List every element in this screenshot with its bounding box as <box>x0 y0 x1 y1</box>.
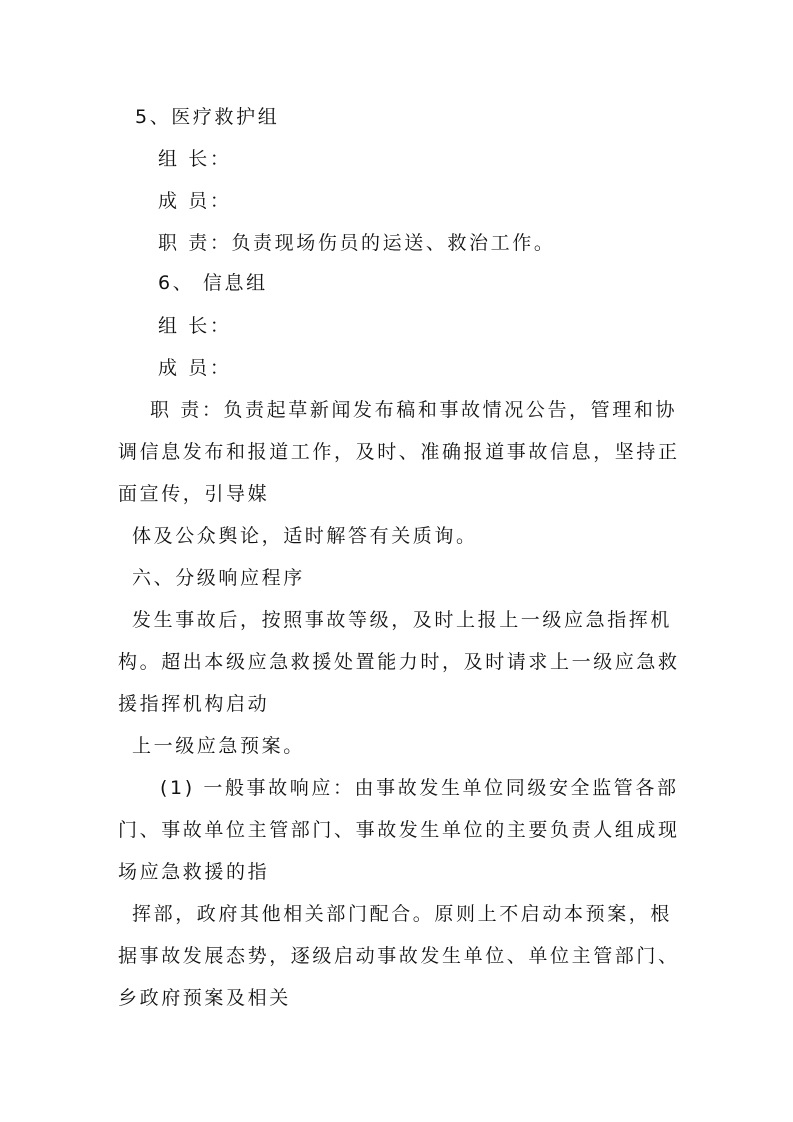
text-line: 上一级应急预案。 <box>132 735 305 757</box>
text-line: 组 长： <box>158 148 232 170</box>
text-line: 职 责：负责起草新闻发布稿和事故情况公告，管理和协 <box>150 399 678 421</box>
text-line: 体及公众舆论，适时解答有关质询。 <box>132 525 478 547</box>
text-line: 据事故发展态势，逐级启动事故发生单位、单位主管部门、 <box>118 945 680 967</box>
text-line: 成 员： <box>158 357 232 379</box>
text-line: 成 员： <box>158 190 232 212</box>
text-line: 调信息发布和报道工作，及时、准确报道事故信息，坚持正 <box>118 441 680 463</box>
text-line: 援指挥机构启动 <box>118 693 270 715</box>
text-line: 发生事故后，按照事故等级，及时上报上一级应急指挥机 <box>132 609 673 631</box>
section-heading: 六、分级响应程序 <box>132 567 305 589</box>
text-line: (1) 一般事故响应：由事故发生单位同级安全监管各部 <box>160 777 679 799</box>
text-line: 构。超出本级应急救援处置能力时，及时请求上一级应急救 <box>118 651 680 673</box>
text-line: 面宣传，引导媒 <box>118 483 270 505</box>
section-heading: 5、医疗救护组 <box>135 106 280 128</box>
text-line: 场应急救援的指 <box>118 861 270 883</box>
text-line: 职 责：负责现场伤员的运送、救治工作。 <box>158 232 556 254</box>
section-heading: 6、 信息组 <box>158 272 268 294</box>
text-line: 门、事故单位主管部门、事故发生单位的主要负责人组成现 <box>118 819 680 841</box>
text-line: 组 长： <box>158 315 232 337</box>
text-line: 乡政府预案及相关 <box>118 987 291 1009</box>
text-line: 挥部，政府其他相关部门配合。原则上不启动本预案，根 <box>132 903 673 925</box>
